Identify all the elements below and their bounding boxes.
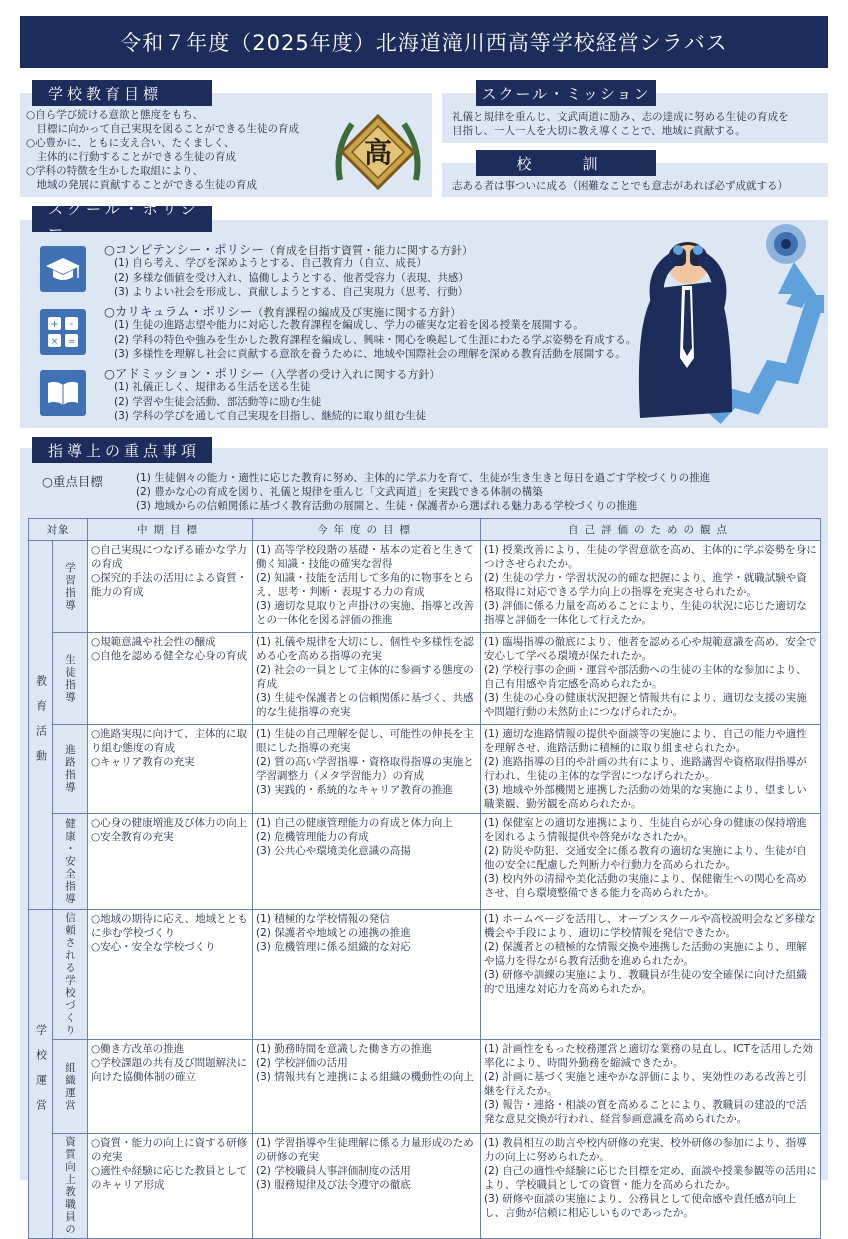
- table-row: [29, 633, 821, 725]
- eval-cell: [481, 633, 821, 725]
- policy-head: ○カリキュラム・ポリシー: [104, 304, 253, 319]
- cell-line: ○適性や経験に応じた教員としてのキャリア形成: [91, 1165, 248, 1191]
- goal-line: 主体的に行動することができる生徒の育成: [26, 151, 236, 163]
- cell-line: (1) 保健室との適切な連携により、生徒自らが心身の健康の保持増進を図れるよう情報提供や啓発がなされたか。: [484, 817, 807, 843]
- table-row: [29, 1040, 821, 1134]
- table-row: [29, 725, 821, 814]
- cell-line: (3) 実践的・系統的なキャリア教育の推進: [256, 784, 453, 796]
- cell-line: (1) 学習指導や生徒理解に係る力量形成のための研修の充実: [256, 1137, 474, 1163]
- cell-line: (3) 報告・連絡・相談の質を高めることにより、教職員の建設的で活発な意見交換が行われ、経営参画意識を高められたか。: [484, 1099, 807, 1125]
- policy-item: (2) 学科の特色や強みを生かした教育課程を編成し、興味・関心を喚起して生涯にわたる学ぶ姿勢を育成する。: [114, 333, 637, 346]
- mission-text: [452, 110, 822, 138]
- syllabus-table: [28, 518, 821, 1239]
- group-label: 教育活動: [29, 541, 53, 910]
- cell-line: (1) 計画性をもった校務運営と適切な業務の見直し、ICTを活用した効率化により、時間外勤務を縮減できたか。: [484, 1043, 814, 1069]
- table-row: [29, 541, 821, 633]
- cell-line: ○地域の期待に応え、地域とともに歩む学校づくり: [91, 913, 248, 939]
- cell-line: ○心身の健康増進及び体力の向上: [91, 817, 248, 829]
- cell-line: (1) 授業改善により、生徒の学習意欲を高め、主体的に学ぶ姿勢を身につけさせられたか。: [484, 544, 817, 570]
- policy-item: (1) 自ら考え、学びを深めようとする、自己教育力（自立、成長）: [114, 257, 427, 269]
- svg-text:+: +: [50, 319, 59, 330]
- cell-line: (2) 生徒の学力・学習状況の的確な把握により、進学・就職試験や資格取得に対応できる学力向上の指導を充実させられたか。: [484, 572, 807, 598]
- row-target: 生徒指導: [53, 633, 88, 725]
- cell-line: (2) 防災や防犯、交通安全に係る教育の適切な実施により、生徒が自他の安全に配慮した判断力や行動力を高められたか。: [484, 845, 807, 871]
- goal-line: ○心豊かに、ともに支え合い、たくましく、: [26, 137, 235, 149]
- header-mid-goal: 中期目標: [88, 519, 253, 541]
- cell-line: (3) 生徒や保護者との信頼関係に基づく、共感的な生徒指導の充実: [256, 692, 474, 718]
- goal-line: 目標に向かって自己実現を図ることができる生徒の育成: [26, 123, 299, 135]
- year-goal-cell: [253, 541, 481, 633]
- school-goals-list: [26, 108, 336, 192]
- year-goal-cell: [253, 725, 481, 814]
- cell-line: (1) 勤務時間を意識した働き方の推進: [256, 1043, 432, 1055]
- policy-item: (2) 学習や生徒会活動、部活動等に励む生徒: [114, 395, 322, 408]
- cell-line: (1) 適切な進路情報の提供や面談等の実施により、自己の能力や適性を理解させ、進路活動に積極的に取り組ませられたか。: [484, 728, 807, 754]
- policy-sub: （教育課程の編成及び実施に関する方針）: [252, 306, 462, 319]
- year-goal-cell: [253, 814, 481, 910]
- policy-head: ○アドミッション・ポリシー: [104, 366, 265, 381]
- cell-line: (3) 適切な見取りと声掛けの実施、指導と改善との一体化を図る評価の推進: [256, 600, 474, 626]
- eval-cell: [481, 910, 821, 1040]
- cell-line: (2) 危機管理能力の育成: [256, 831, 369, 843]
- page-title: 令和７年度（2025年度）北海道滝川西高等学校経営シラバス: [20, 16, 828, 68]
- row-target: 進路指導: [53, 725, 88, 814]
- policy-item: (3) 多様性を理解し社会に貢献する意欲を養うために、地域や国際社会の理解を深める教育活動を展開する。: [114, 348, 626, 360]
- cell-line: (2) 保護者や地域との連携の推進: [256, 927, 411, 939]
- cell-line: ○規範意識や社会性の醸成: [91, 636, 216, 648]
- policy-item: (1) 礼儀正しく、規律ある生活を送る生徒: [114, 381, 311, 393]
- svg-text:=: =: [67, 337, 76, 347]
- cell-line: ○進路実現に向けて、主体的に取り組む態度の育成: [91, 728, 247, 754]
- cell-line: (3) 服務規律及び法令遵守の徹底: [256, 1179, 411, 1191]
- goal-line: ○自ら学び続ける意欲と態度をもち、: [26, 109, 204, 121]
- cell-line: (1) 生徒の自己理解を促し、可能性の伸長を主眼にした指導の充実: [256, 728, 474, 754]
- school-policy-title: スクール・ポリシー: [32, 206, 212, 232]
- policy-sub: （入学者の受け入れに関する方針）: [264, 368, 441, 381]
- cell-line: (3) 研修や面談の実施により、公務員として使命感や責任感が向上し、言動が信頼に相応しいものであったか。: [484, 1193, 797, 1219]
- cell-line: (2) 学校行事の企画・運営や部活動への生徒の主体的な参加により、自己有用感や肯定感を高められたか。: [484, 664, 807, 690]
- row-target: 学習指導: [53, 541, 88, 633]
- header-year-goal: 今年度の目標: [253, 519, 481, 541]
- mid-goal-cell: [88, 633, 253, 725]
- year-goal-cell: [253, 1134, 481, 1239]
- eval-cell: [481, 814, 821, 910]
- curriculum-policy-items: [114, 318, 636, 362]
- table-header-row: [29, 519, 821, 541]
- cell-line: ○キャリア教育の充実: [91, 756, 195, 768]
- cell-line: ○安心・安全な学校づくり: [91, 941, 216, 953]
- header-eval: 自己評価のための観点: [481, 519, 821, 541]
- cell-line: (3) 校内外の清掃や美化活動の実施により、保健衛生への関心を高めさせ、自ら環境整備できる能力を高められたか。: [484, 873, 807, 899]
- mid-goal-cell: [88, 725, 253, 814]
- focus-title: 指導上の重点事項: [32, 437, 212, 463]
- eval-cell: [481, 1040, 821, 1134]
- cell-line: ○資質・能力の向上に資する研修の充実: [91, 1137, 248, 1163]
- svg-text:×: ×: [50, 337, 59, 347]
- cell-line: ○働き方改革の推進: [91, 1043, 185, 1055]
- eval-cell: [481, 725, 821, 814]
- cell-line: (2) 自己の適性や経験に応じた目標を定め、面談や授業参観等の活用により、学校職員としての資質・能力を高められたか。: [484, 1165, 817, 1191]
- year-goal-cell: [253, 910, 481, 1040]
- goal-line: 地域の発展に貢献することができる生徒の育成: [26, 179, 257, 191]
- year-goal-cell: [253, 1040, 481, 1134]
- cell-line: (2) 保護者との積極的な情報交換や連携した活動の実施により、理解や協力を得ながら教育活動を進められたか。: [484, 941, 807, 967]
- cell-line: (3) 情報共有と連携による組織の機動性の向上: [256, 1071, 474, 1083]
- cell-line: (1) 臨場指導の徹底により、他者を認める心や規範意識を高め、安全で安心して学べる環境が保たれたか。: [484, 636, 817, 662]
- policy-item: (2) 多様な価値を受け入れ、協働しようとする、他者受容力（表現、共感）: [114, 271, 469, 284]
- eval-cell: [481, 1134, 821, 1239]
- cell-line: (2) 知識・技能を活用して多角的に物事をとらえ、思考・判断・表現する力の育成: [256, 572, 474, 598]
- header-target: 対象: [29, 519, 88, 541]
- row-target: 資質向上教職員の: [53, 1134, 88, 1239]
- emblem-character: 高: [363, 136, 393, 169]
- cell-line: (2) 計画に基づく実施と速やかな評価により、実効性のある改善と引継を行えたか。: [484, 1071, 807, 1097]
- policy-item: (3) よりよい社会を形成し、貢献しようとする、自己実現力（思考、行動）: [114, 286, 469, 298]
- cell-line: (3) 地域や外部機関と連携した活動の効果的な実施により、望ましい職業観、勤労観を高められたか。: [484, 784, 807, 810]
- book-icon: [40, 370, 86, 416]
- cell-line: (2) 学校職員人事評価制度の活用: [256, 1165, 411, 1177]
- mid-goal-cell: [88, 1040, 253, 1134]
- focus-goal-label: ○重点目標: [42, 474, 103, 489]
- competency-policy-items: [114, 256, 469, 300]
- cell-line: (2) 社会の一員として主体的に参画する態度の育成: [256, 664, 474, 690]
- cell-line: ○探究的手法の活用による資質・能力の育成: [91, 572, 248, 598]
- calculator-icon: [40, 309, 86, 355]
- cell-line: (3) 生徒の心身の健康状況把握と情報共有により、適切な支援の実施や問題行動の未然防止につなげられたか。: [484, 692, 807, 718]
- table-row: [29, 814, 821, 910]
- focus-goal-items: [136, 471, 710, 513]
- policy-head: ○コンピテンシー・ポリシー: [104, 242, 264, 257]
- businessman-binoculars-illustration: [610, 208, 825, 426]
- cell-line: ○安全教育の充実: [91, 831, 174, 843]
- mid-goal-cell: [88, 910, 253, 1040]
- cell-line: (2) 進路指導の目的や計画の共有により、進路講習や資格取得指導が行われ、生徒の主体的な学習につなげられたか。: [484, 756, 807, 782]
- graduation-cap-icon: [40, 246, 86, 292]
- policy-sub: （育成を目指す資質・能力に関する方針）: [263, 244, 473, 257]
- row-target: 組織運営: [53, 1040, 88, 1134]
- motto-text: 志ある者は事ついに成る（困難なことでも意志があれば必ず成就する）: [452, 180, 788, 192]
- school-goals-title: 学校教育目標: [32, 80, 212, 106]
- cell-line: ○学校課題の共有及び問題解決に向けた協働体制の確立: [91, 1057, 248, 1083]
- cell-line: (3) 評価に係る力量を高めることにより、生徒の状況に応じた適切な指導と評価を一体化して行えたか。: [484, 600, 807, 626]
- cell-line: (1) 高等学校段階の基礎・基本の定着と生きて働く知識・技能の確実な習得: [256, 544, 474, 570]
- mid-goal-cell: [88, 814, 253, 910]
- table-row: [29, 910, 821, 1040]
- eval-cell: [481, 541, 821, 633]
- mission-title: スクール・ミッション: [476, 80, 656, 106]
- cell-line: (3) 公共心や環境美化意識の高揚: [256, 845, 411, 857]
- group-label: 学校運営: [29, 910, 53, 1239]
- cell-line: ○自己実現につなげる確かな学力の育成: [91, 544, 247, 570]
- admission-policy-items: [114, 380, 426, 424]
- cell-line: (3) 危機管理に係る組織的な対応: [256, 941, 411, 953]
- cell-line: ○自他を認める健全な心身の育成: [91, 650, 248, 662]
- policy-item: (3) 学科の学びを通して自己実現を目指し、継続的に取り組む生徒: [114, 410, 427, 422]
- table-row: [29, 1134, 821, 1239]
- focus-goal-item: (1) 生徒個々の能力・適性に応じた教育に努め、主体的に学ぶ力を育て、生徒が生き生きと毎日を過ごす学校づくりの推進: [136, 472, 711, 484]
- focus-goal-item: (2) 豊かな心の育成を図り、礼儀と規律を重んじ「文武両道」を実践できる体制の構築: [136, 486, 543, 498]
- mid-goal-cell: [88, 1134, 253, 1239]
- mid-goal-cell: [88, 541, 253, 633]
- cell-line: (3) 研修や訓練の実施により、教職員が生徒の安全確保に向けた組織的で迅速な対応力を高められたか。: [484, 969, 807, 995]
- mission-line: 目指し、一人一人を大切に教え導くことで、地域に貢献する。: [452, 125, 746, 137]
- row-target: 信頼される学校づくり: [53, 910, 88, 1040]
- cell-line: (1) ホームページを活用し、オープンスクールや高校説明会など多様な機会や手段により、適切に学校情報を発信できたか。: [484, 913, 816, 939]
- policy-item: (1) 生徒の進路志望や能力に対応した教育課程を編成し、学力の確実な定着を図る授業を展開する。: [114, 319, 584, 331]
- cell-line: (1) 教員相互の助言や校内研修の充実、校外研修の参加により、指導力の向上に努められたか。: [484, 1137, 807, 1163]
- motto-title: 校 訓: [476, 150, 656, 176]
- cell-line: (1) 積極的な学校情報の発信: [256, 913, 390, 925]
- mission-line: 礼儀と規律を重んじ、文武両道に励み、志の達成に努める生徒の育成を: [452, 111, 789, 123]
- table-body: [29, 541, 821, 1239]
- year-goal-cell: [253, 633, 481, 725]
- cell-line: (2) 学校評価の活用: [256, 1057, 348, 1069]
- cell-line: (1) 礼儀や規律を大切にし、個性や多様性を認める心を高める指導の充実: [256, 636, 474, 662]
- school-emblem: [330, 110, 426, 194]
- focus-goal-item: (3) 地域からの信頼関係に基づく教育活動の展開と、生徒・保護者から選ばれる魅力ある学校づくりの推進: [136, 500, 638, 512]
- svg-text:-: -: [69, 319, 74, 330]
- row-target: 健康・安全指導: [53, 814, 88, 910]
- cell-line: (2) 質の高い学習指導・資格取得指導の実施と学習調整力（メタ学習能力）の育成: [256, 756, 474, 782]
- cell-line: (1) 自己の健康管理能力の育成と体力向上: [256, 817, 453, 829]
- goal-line: ○学科の特徴を生かした取組により、: [26, 165, 204, 177]
